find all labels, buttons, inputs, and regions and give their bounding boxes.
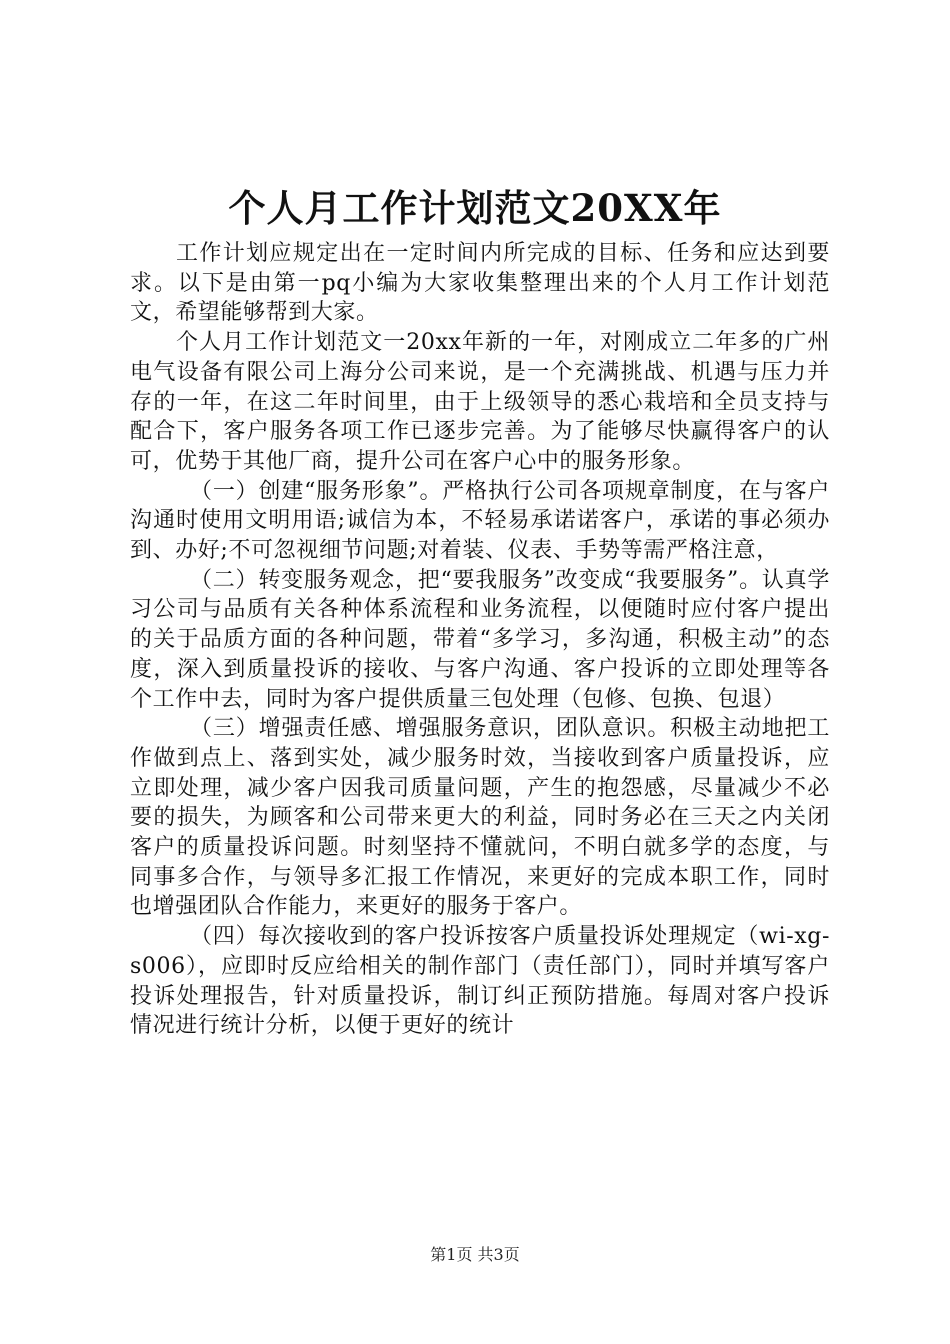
section-one-paragraph: （一）创建“服务形象”。严格执行公司各项规章制度，在与客户沟通时使用文明用语;诚信为本，不轻易承诺诺客户，承诺的事必须办到、办好;不可忽视细节问题;对着装、仪表、手势等需严格注意， bbox=[130, 478, 830, 564]
plan-overview-paragraph: 个人月工作计划范文一20xx年新的一年，对刚成立二年多的广州电气设备有限公司上海分公司来说，是一个充满挑战、机遇与压力并存的一年，在这二年时间里，由于上级领导的悉心栽培和全员支持与配合下，客户服务各项工作已逐步完善。为了能够尽快赢得客户的认可，优势于其他厂商，提升公司在客户心中的服务形象。 bbox=[130, 330, 830, 474]
section-two-paragraph: （二）转变服务观念，把“要我服务”改变成“我要服务”。认真学习公司与品质有关各种体系流程和业务流程，以便随时应付客户提出的关于品质方面的各种问题，带着“多学习，多沟通，积极主动”的态度，深入到质量投诉的接收、与客户沟通、客户投诉的立即处理等各个工作中去，同时为客户提供质量三包处理（包修、包换、包退） bbox=[130, 567, 830, 712]
page-number-footer: 第1页 共3页 bbox=[430, 1245, 520, 1264]
section-three-paragraph: （三）增强责任感、增强服务意识，团队意识。积极主动地把工作做到点上、落到实处，减少服务时效，当接收到客户质量投诉，应立即处理，减少客户因我司质量问题，产生的抱怨感，尽量减少不必要的损失，为顾客和公司带来更大的利益，同时务必在三天之内关闭客户的质量投诉问题。时刻坚持不懂就问，不明白就多学的态度，与同事多合作，与领导多汇报工作情况，来更好的完成本职工作，同时也增强团队合作能力，来更好的服务于客户。 bbox=[130, 716, 830, 920]
section-four-paragraph: （四）每次接收到的客户投诉按客户质量投诉处理规定（wi-xg-s006），应即时反应给相关的制作部门（责任部门），同时并填写客户投诉处理报告，针对质量投诉，制订纠正预防措施。每周对客户投诉情况进行统计分析，以便于更好的统计 bbox=[130, 924, 830, 1039]
document-body bbox=[130, 239, 830, 1041]
page-title: 个人月工作计划范文20XX年 bbox=[228, 186, 722, 230]
intro-paragraph: 工作计划应规定出在一定时间内所完成的目标、任务和应达到要求。以下是由第一pq小编为大家收集整理出来的个人月工作计划范文，希望能够帮到大家。 bbox=[130, 241, 830, 326]
